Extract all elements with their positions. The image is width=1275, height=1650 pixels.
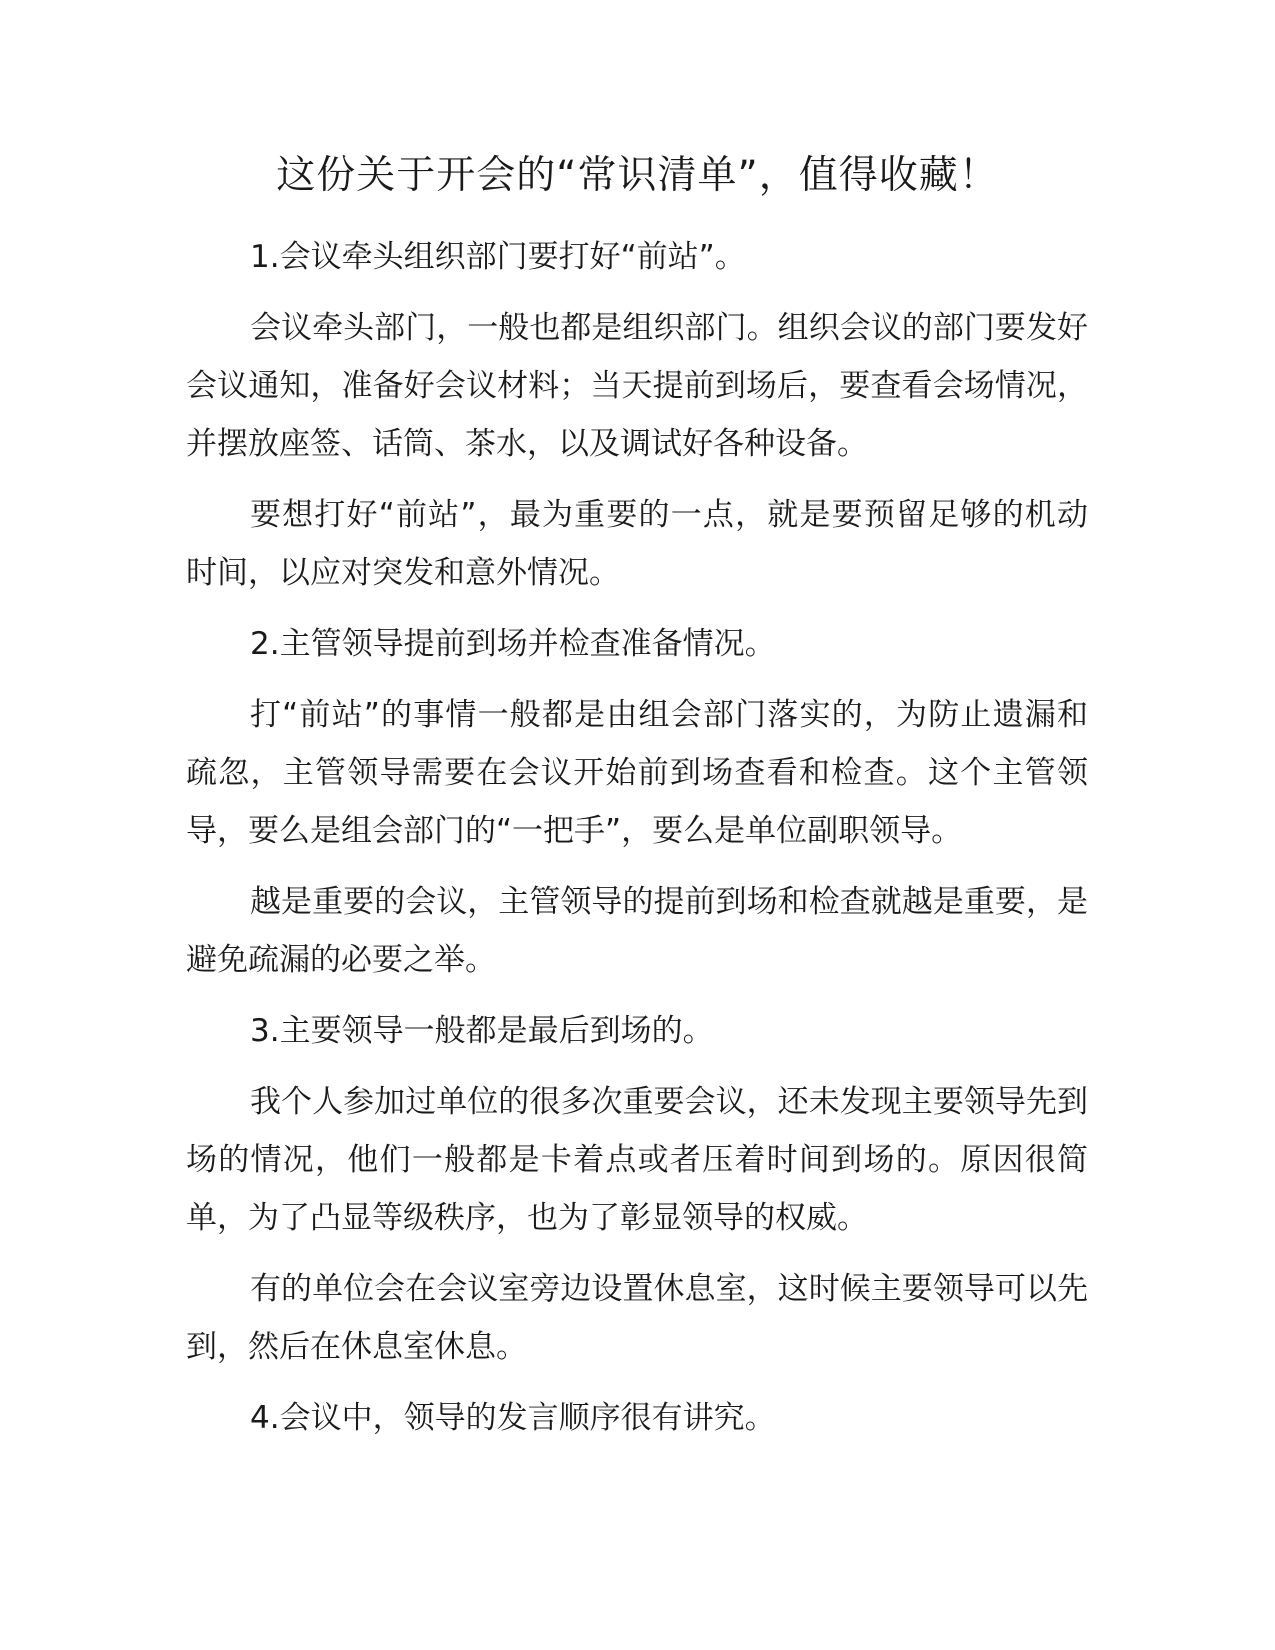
section-heading-4: 4.会议中，领导的发言顺序很有讲究。: [250, 1400, 776, 1436]
paragraph: 打“前站”的事情一般都是由组会部门落实的，为防止遗漏和疏忽，主管领导需要在会议开始前到场查看和检查。这个主管领导，要么是组会部门的“一把手”，要么是单位副职领导。: [186, 697, 1088, 849]
paragraph: 要想打好“前站”，最为重要的一点，就是要预留足够的机动时间，以应对突发和意外情况。: [186, 497, 1088, 591]
section-heading-1: 1.会议牵头组织部门要打好“前站”。: [250, 239, 746, 275]
section-heading-3: 3.主要领导一般都是最后到场的。: [250, 1013, 714, 1049]
paragraph: 会议牵头部门，一般也都是组织部门。组织会议的部门要发好会议通知，准备好会议材料；当天提前到场后，要查看会场情况，并摆放座签、话筒、茶水，以及调试好各种设备。: [186, 310, 1088, 462]
paragraph: 我个人参加过单位的很多次重要会议，还未发现主要领导先到场的情况，他们一般都是卡着点或者压着时间到场的。原因很简单，为了凸显等级秩序，也为了彰显领导的权威。: [186, 1084, 1088, 1236]
document-body: [186, 228, 1088, 1460]
paragraph: 越是重要的会议，主管领导的提前到场和检查就越是重要，是避免疏漏的必要之举。: [186, 884, 1088, 978]
paragraph: 有的单位会在会议室旁边设置休息室，这时候主要领导可以先到，然后在休息室休息。: [186, 1271, 1088, 1365]
section-heading-2: 2.主管领导提前到场并检查准备情况。: [250, 626, 776, 662]
document-title: 这份关于开会的“常识清单”，值得收藏！: [276, 153, 999, 198]
